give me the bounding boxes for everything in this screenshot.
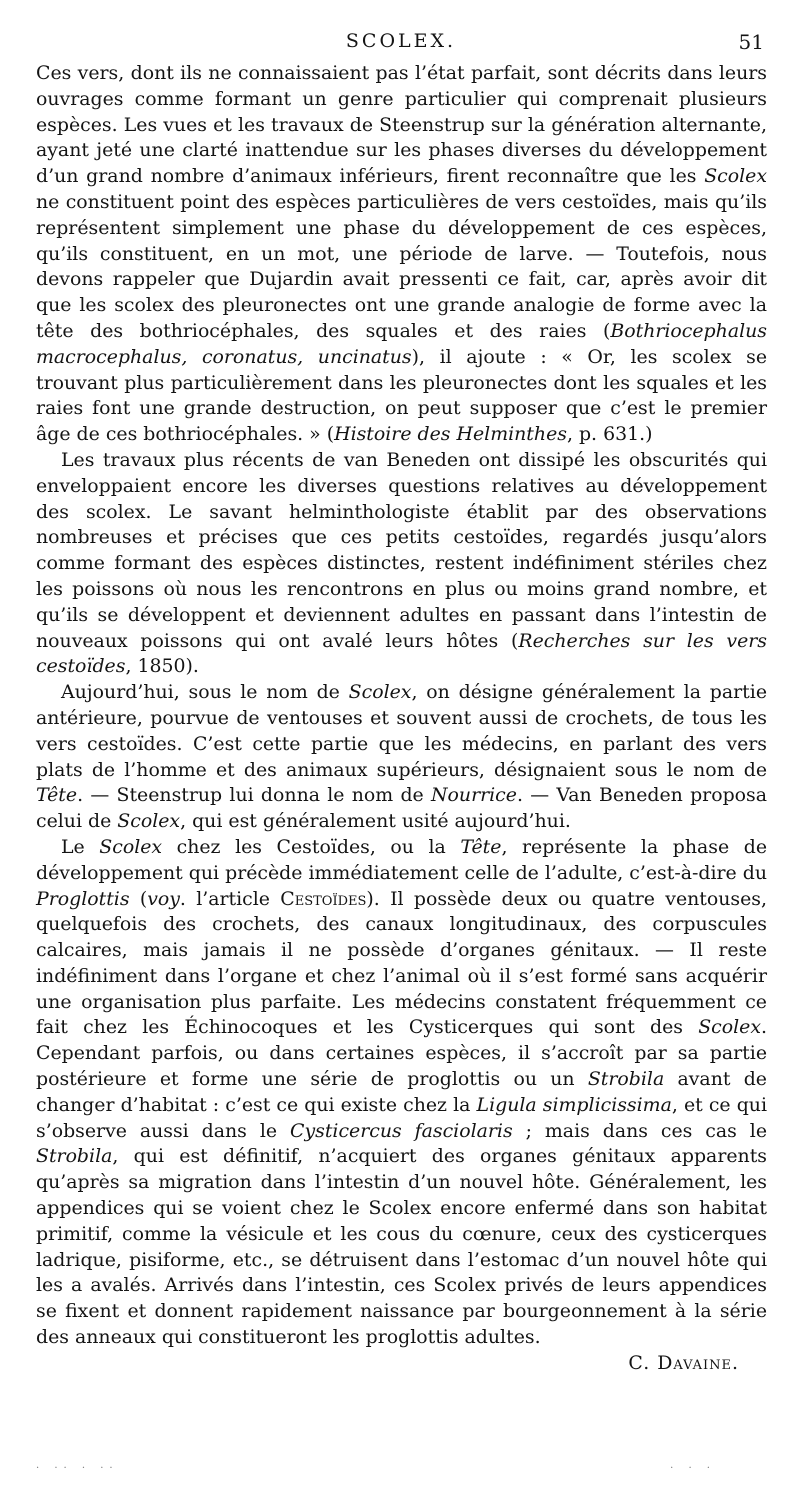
paragraph-3-run-5: . — Steenstrup lui donna le nom de [77, 784, 431, 807]
paragraph-3-run-1: Aujourd’hui, sous le nom de [61, 681, 349, 704]
paragraph-4-run-8: voy [147, 887, 180, 910]
paragraph-3-run-8: Scolex [117, 810, 181, 833]
paragraph-1-run-6: Histoire des Helminthes [334, 423, 567, 446]
paragraph-1-run-1: Ces vers, dont ils ne connaissaient pas l’état parfait, sont décrits dans leurs ouvrages comme formant un genre particulier qui comprenait plusieurs espèces. Les vues et les travaux de Steenstrup sur la génération alternante, ayant jeté une clarté inattendue sur les phases diverses du développement d’un grand nombre d’animaux inférieurs, firent reconnaître que les [36, 62, 767, 188]
paragraph-1-run-2: Scolex [704, 165, 767, 188]
paragraph-4-run-11: ). Il possède deux ou quatre ventouses, quelquefois des crochets, des canaux longitudinaux, des corpuscules calcaires, mais jamais il ne possède d’organes génitaux. — Il reste indéfiniment dans l’organe et chez l’animal où il s’est formé sans acquérir une organisation plus parfaite. Les médecins constatent fréquemment ce fait chez les Échinocoques et les Cysticerques qui sont des [36, 887, 767, 1039]
paragraph-3-run-9: , qui est généralement usité aujourd’hui. [180, 810, 571, 833]
page-header [36, 30, 766, 60]
paragraph-4-run-1: Le [61, 835, 100, 858]
footer-marks-left: . .. . .. [36, 1460, 119, 1471]
paragraph-4-run-13: . Cependant parfois, ou dans certaines espèces, il s’accroît par sa partie postérieure et forme une série de proglottis ou un [36, 1016, 767, 1091]
paragraph-4-run-12: Scolex [698, 1016, 761, 1039]
paragraph-2-run-2: Recherches sur les vers cestoïdes [36, 629, 767, 678]
paragraph-4-run-10: Cestoïdes [280, 887, 367, 910]
paragraph-3-run-3: , on désigne généralement la partie antérieure, pourvue de ventouses et souvent aussi de crochets, de tous les vers cestoïdes. C’est cette partie que les médecins, en parlant des vers plats de l’homme et des animaux supérieurs, désignaient sous le nom de [36, 681, 767, 781]
paragraph-1-run-7: , p. 631.) [566, 423, 653, 446]
paragraph-4-run-5: , représente la phase de développement qui précède immédiatement celle de l’adulte, c’est-à-dire du [36, 835, 767, 884]
paragraph-4-run-6: Proglottis [36, 887, 130, 910]
paragraph-3-run-7: . — Van Beneden proposa celui de [36, 784, 767, 833]
article-body [36, 61, 767, 1377]
author-signature: C. Davaine. [628, 1351, 739, 1374]
running-title: SCOLEX. [345, 30, 457, 52]
paragraph-1-run-4: Bothriocephalus macrocephalus, coronatus, uncinatus [36, 319, 767, 368]
paragraph-4-run-9: . l’article [179, 887, 281, 910]
paragraph-2-run-3: , 1850). [125, 655, 199, 678]
paragraph-1-run-3: ne constituent point des espèces particulières de vers cestoïdes, mais qu’ils représentent simplement une phase du développement de ces espèces, qu’ils constituent, en un mot, une période de larve. — Toutefois, nous devons rappeler que Dujardin avait pressenti ce fait, car, après avoir dit que les scolex des pleuronectes ont une grande analogie de forme avec la tête des bothriocéphales, des squales et des raies ( [36, 190, 767, 342]
paragraph-1 [36, 61, 767, 448]
paragraph-3-run-4: Tête [36, 784, 78, 807]
paragraph-4-run-16: Ligula simplicissima [476, 1093, 672, 1116]
paragraph-4-run-2: Scolex [99, 835, 163, 858]
paragraph-1-run-5: ), il ajoute : « Or, les scolex se trouvant plus particulièrement dans les pleuronectes dont les squales et les raies font une grande destruction, on peut supposer que c’est le premier âge de ces bothriocéphales. » ( [36, 345, 767, 446]
paragraph-4-run-15: avant de changer d’habitat : c’est ce qui existe chez la [36, 1068, 767, 1116]
paragraph-4-run-7: ( [129, 887, 148, 910]
paragraph-3-run-2: Scolex [348, 681, 412, 704]
paragraph-4-run-20: Strobila [36, 1145, 113, 1168]
paragraph-3-run-6: Nourrice [431, 784, 517, 807]
paragraph-4 [36, 835, 767, 1377]
paragraph-4-run-3: chez les Cestoïdes, ou la [162, 835, 461, 858]
paragraph-4-run-19: ; mais dans ces cas le [512, 1119, 767, 1142]
paragraph-4-run-4: Tête [460, 835, 502, 858]
paragraph-4-run-21: , qui est définitif, n’acquiert des organes génitaux apparents qu’après sa migration dans l’intestin d’un nouvel hôte. Généralement, les appendices qui se voient chez le Scolex encore enfermé dans son habitat primitif, comme la vésicule et les cous du cœnure, ceux des cysticerques ladrique, pisiforme, etc., se détruisent dans l’estomac d’un nouvel hôte qui les a avalés. Arrivés dans l’intestin, ces Scolex privés de leurs appendices se fixent et donnent rapidement naissance par bourgeonnement à la série des anneaux qui constitueront les proglottis adultes. [36, 1145, 767, 1349]
page-number: 51 [738, 30, 764, 54]
paragraph-3 [36, 680, 767, 835]
paragraph-2-run-1: Les travaux plus récents de van Beneden ont dissipé les obscurités qui enveloppaient encore les diverses questions relatives au développement des scolex. Le savant helminthologiste établit par des observations nombreuses et précises que ces petits cestoïdes, regardés jusqu’alors comme formant des espèces distinctes, restent indéfiniment stériles chez les poissons où nous les rencontrons en plus ou moins grand nombre, et qu’ils se développent et deviennent adultes en passant dans l’intestin de nouveaux poissons qui ont avalé leurs hôtes ( [36, 448, 767, 652]
footer-marks-right: . . . [670, 1460, 716, 1471]
paragraph-4-run-18: Cysticercus fasciolaris [290, 1119, 513, 1142]
paragraph-2 [36, 448, 767, 680]
paragraph-4-run-17: , et ce qui s’observe aussi dans le [36, 1093, 767, 1142]
paragraph-4-run-14: Strobila [587, 1068, 665, 1091]
